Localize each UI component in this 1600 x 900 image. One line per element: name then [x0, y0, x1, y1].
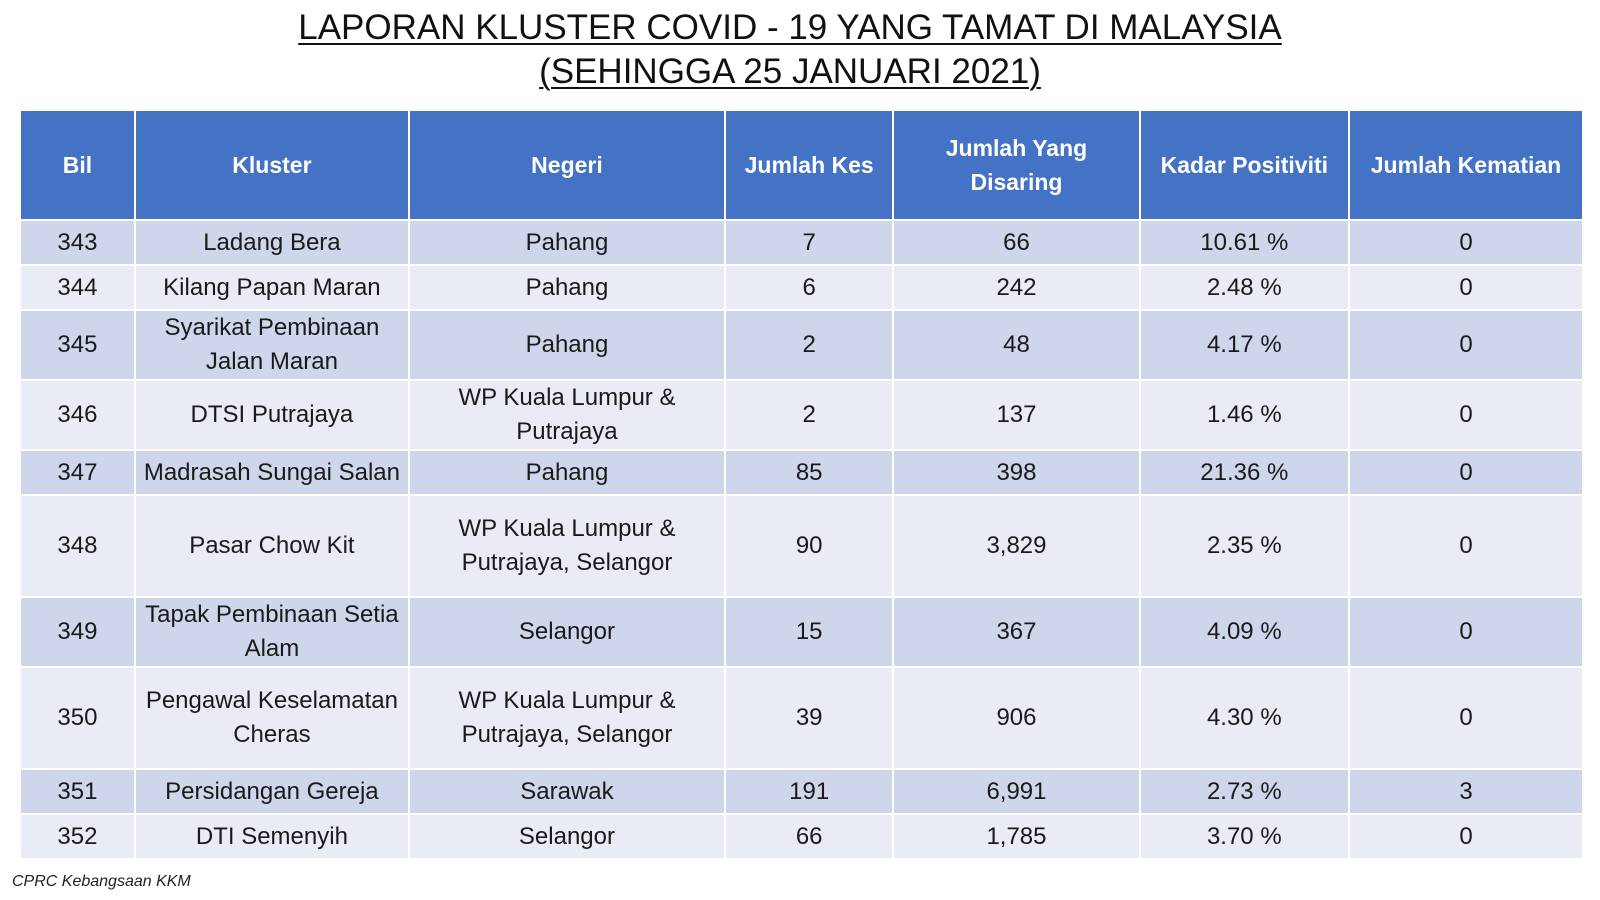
cell-jumlah-disaring: 137 — [893, 380, 1139, 450]
header-row — [21, 111, 1582, 220]
cell-kluster: Syarikat Pembinaan Jalan Maran — [135, 310, 409, 380]
cell-negeri: Pahang — [409, 220, 725, 265]
cell-kluster: Madrasah Sungai Salan — [135, 450, 409, 495]
column-header-jumlah-disaring: Jumlah Yang Disaring — [893, 111, 1139, 220]
column-header-bil: Bil — [21, 111, 135, 220]
cell-jumlah-kematian: 0 — [1349, 667, 1582, 769]
cell-jumlah-disaring: 398 — [893, 450, 1139, 495]
table-row — [21, 380, 1582, 450]
cell-kluster: Persidangan Gereja — [135, 769, 409, 814]
cell-jumlah-kematian: 0 — [1349, 814, 1582, 859]
cell-jumlah-kes: 66 — [725, 814, 893, 859]
table-row — [21, 495, 1582, 597]
cell-jumlah-kematian: 0 — [1349, 220, 1582, 265]
cell-kadar-positiviti: 10.61 % — [1140, 220, 1349, 265]
cell-kluster: Pasar Chow Kit — [135, 495, 409, 597]
cell-jumlah-kes: 15 — [725, 597, 893, 667]
cell-kluster: DTSI Putrajaya — [135, 380, 409, 450]
cell-jumlah-disaring: 6,991 — [893, 769, 1139, 814]
column-header-jumlah-kematian: Jumlah Kematian — [1349, 111, 1582, 220]
table-row — [21, 220, 1582, 265]
cell-jumlah-kes: 6 — [725, 265, 893, 310]
cell-jumlah-disaring: 3,829 — [893, 495, 1139, 597]
cell-bil: 350 — [21, 667, 135, 769]
cell-jumlah-disaring: 48 — [893, 310, 1139, 380]
cell-kadar-positiviti: 3.70 % — [1140, 814, 1349, 859]
table-row — [21, 310, 1582, 380]
cell-kluster: DTI Semenyih — [135, 814, 409, 859]
cell-jumlah-kematian: 0 — [1349, 597, 1582, 667]
cell-kadar-positiviti: 4.17 % — [1140, 310, 1349, 380]
cell-jumlah-kematian: 0 — [1349, 310, 1582, 380]
table-row — [21, 667, 1582, 769]
report-date: (SEHINGGA 25 JANUARI 2021) — [539, 52, 1041, 91]
cell-negeri: Selangor — [409, 814, 725, 859]
cell-jumlah-kematian: 0 — [1349, 495, 1582, 597]
report-title: LAPORAN KLUSTER COVID - 19 YANG TAMAT DI MALAYSIA — [298, 8, 1282, 47]
cluster-table — [21, 111, 1582, 860]
cell-kadar-positiviti: 1.46 % — [1140, 380, 1349, 450]
cell-bil: 345 — [21, 310, 135, 380]
table-row — [21, 769, 1582, 814]
cell-jumlah-disaring: 242 — [893, 265, 1139, 310]
cell-jumlah-kes: 2 — [725, 380, 893, 450]
cluster-table-container — [21, 111, 1582, 860]
cell-negeri: Selangor — [409, 597, 725, 667]
page-title — [0, 6, 1580, 94]
cell-jumlah-kes: 90 — [725, 495, 893, 597]
cell-jumlah-kematian: 3 — [1349, 769, 1582, 814]
cell-bil: 346 — [21, 380, 135, 450]
cell-kluster: Ladang Bera — [135, 220, 409, 265]
cell-kadar-positiviti: 2.35 % — [1140, 495, 1349, 597]
cell-jumlah-disaring: 1,785 — [893, 814, 1139, 859]
cell-jumlah-disaring: 906 — [893, 667, 1139, 769]
cell-negeri: Pahang — [409, 310, 725, 380]
table-row — [21, 450, 1582, 495]
cell-negeri: Sarawak — [409, 769, 725, 814]
column-header-jumlah-kes: Jumlah Kes — [725, 111, 893, 220]
cell-kadar-positiviti: 2.73 % — [1140, 769, 1349, 814]
cell-kadar-positiviti: 4.30 % — [1140, 667, 1349, 769]
cell-jumlah-kematian: 0 — [1349, 450, 1582, 495]
cell-kluster: Pengawal Keselamatan Cheras — [135, 667, 409, 769]
cell-kadar-positiviti: 2.48 % — [1140, 265, 1349, 310]
cell-kluster: Tapak Pembinaan Setia Alam — [135, 597, 409, 667]
cell-bil: 349 — [21, 597, 135, 667]
table-row — [21, 597, 1582, 667]
cell-bil: 347 — [21, 450, 135, 495]
cell-jumlah-kes: 39 — [725, 667, 893, 769]
column-header-kluster: Kluster — [135, 111, 409, 220]
cell-jumlah-kes: 191 — [725, 769, 893, 814]
table-row — [21, 814, 1582, 859]
cell-kluster: Kilang Papan Maran — [135, 265, 409, 310]
cell-jumlah-kematian: 0 — [1349, 380, 1582, 450]
cell-bil: 351 — [21, 769, 135, 814]
cell-kadar-positiviti: 21.36 % — [1140, 450, 1349, 495]
cell-bil: 352 — [21, 814, 135, 859]
cell-jumlah-disaring: 66 — [893, 220, 1139, 265]
cell-bil: 343 — [21, 220, 135, 265]
cell-bil: 348 — [21, 495, 135, 597]
cell-jumlah-disaring: 367 — [893, 597, 1139, 667]
cell-jumlah-kematian: 0 — [1349, 265, 1582, 310]
cell-jumlah-kes: 7 — [725, 220, 893, 265]
cell-negeri: WP Kuala Lumpur & Putrajaya, Selangor — [409, 495, 725, 597]
cell-negeri: Pahang — [409, 265, 725, 310]
cell-kadar-positiviti: 4.09 % — [1140, 597, 1349, 667]
column-header-kadar-positiviti: Kadar Positiviti — [1140, 111, 1349, 220]
cell-jumlah-kes: 85 — [725, 450, 893, 495]
cell-negeri: Pahang — [409, 450, 725, 495]
cell-negeri: WP Kuala Lumpur & Putrajaya, Selangor — [409, 667, 725, 769]
cell-jumlah-kes: 2 — [725, 310, 893, 380]
cell-negeri: WP Kuala Lumpur & Putrajaya — [409, 380, 725, 450]
cell-bil: 344 — [21, 265, 135, 310]
source-credit: CPRC Kebangsaan KKM — [12, 873, 191, 890]
column-header-negeri: Negeri — [409, 111, 725, 220]
table-row — [21, 265, 1582, 310]
